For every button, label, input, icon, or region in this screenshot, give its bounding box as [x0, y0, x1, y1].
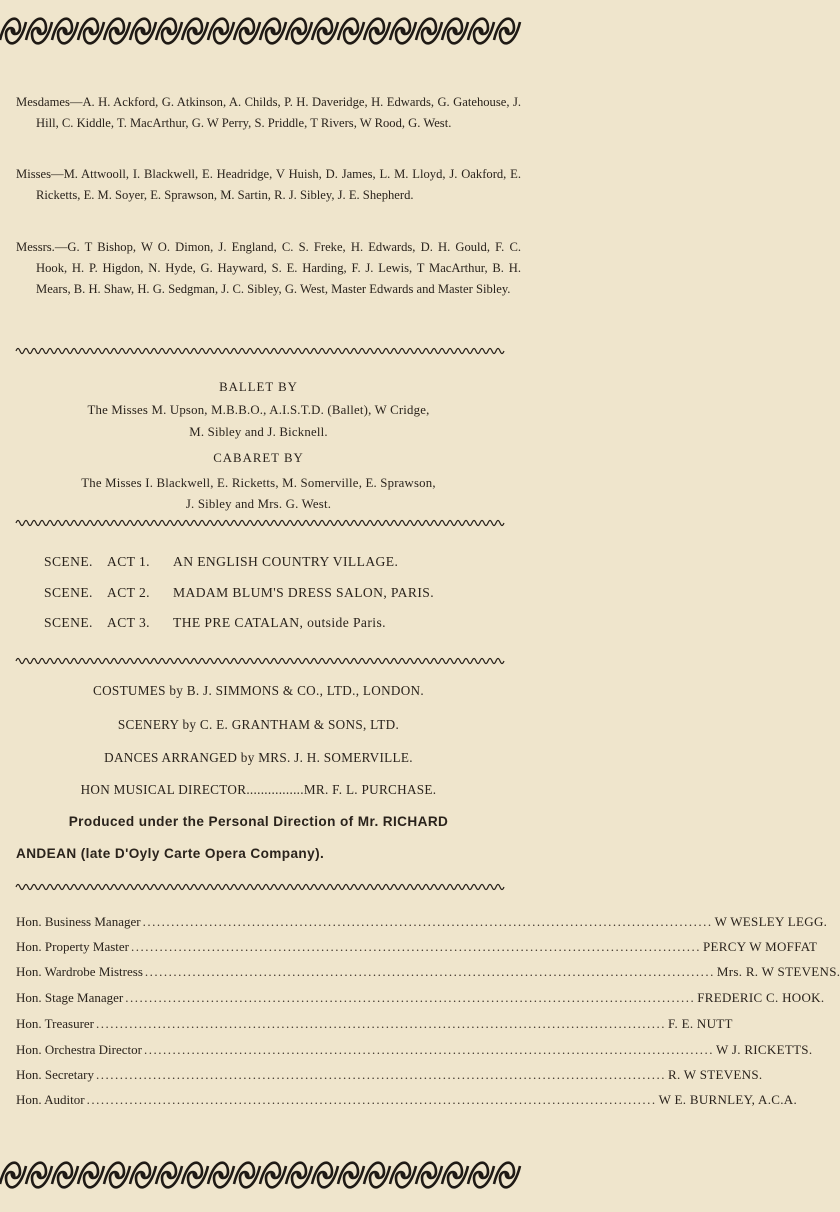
officer-row — [16, 1042, 813, 1062]
wave-rule-divider — [16, 346, 501, 356]
officer-row — [16, 1016, 733, 1036]
scene-row — [44, 554, 504, 570]
ornamental-border-bottom-icon — [0, 1144, 517, 1206]
scene-row — [44, 615, 504, 631]
produced-by-line-1: Produced under the Personal Direction of Mr. RICHARD — [68, 814, 449, 829]
scene-setting: MADAM BLUM'S DRESS SALON, PARIS. — [173, 585, 435, 600]
scene-row — [44, 585, 504, 601]
cabaret-heading: CABARET BY — [213, 451, 304, 465]
credit-musical-director: HON MUSICAL DIRECTOR................MR. F. L. PURCHASE. — [80, 782, 437, 797]
wave-rule-divider — [16, 656, 501, 666]
ballet-heading: BALLET BY — [219, 380, 298, 394]
officer-role: Hon. Property Master — [16, 939, 130, 954]
officer-role: Hon. Orchestra Director — [16, 1042, 142, 1057]
officer-row — [16, 939, 818, 959]
scene-setting: THE PRE CATALAN, outside Paris. — [173, 615, 386, 630]
scene-act: ACT 2. — [107, 585, 150, 600]
scene-act: ACT 1. — [107, 554, 150, 569]
dot-leader: ........................................................................................................................ — [86, 1092, 657, 1107]
scene-act: ACT 3. — [107, 615, 150, 630]
officer-row — [16, 990, 825, 1010]
scene-label: SCENE. — [44, 554, 93, 569]
officer-name: Mrs. R. W STEVENS. — [716, 964, 840, 979]
cabaret-line-2: J. Sibley and Mrs. G. West. — [185, 497, 332, 511]
produced-by-line-2: ANDEAN (late D'Oyly Carte Opera Company). — [16, 846, 325, 861]
cast-messrs: Messrs.—G. T Bishop, W O. Dimon, J. England, C. S. Freke, H. Edwards, D. H. Gould, F. C. Hook, H. P. Higdon, N. Hyde, G. Hayward, S. E. Harding, F. J. Lewis, T MacArthur, B. H. Mears, B. H. Shaw, H. G. Sedgman, J. C. Sibley, G. West, Master Edwards and Master Sibley. — [16, 240, 521, 296]
officer-row — [16, 1067, 763, 1087]
dot-leader: ........................................................................................................................ — [144, 964, 715, 979]
officer-name: PERCY W MOFFAT — [703, 939, 818, 954]
credit-scenery: SCENERY by C. E. GRANTHAM & SONS, LTD. — [117, 717, 400, 732]
officer-role: Hon. Business Manager — [16, 914, 141, 929]
officer-name: F. E. NUTT — [668, 1016, 733, 1031]
credit-dances: DANCES ARRANGED by MRS. J. H. SOMERVILLE. — [104, 750, 413, 765]
scene-label: SCENE. — [44, 585, 93, 600]
officer-role: Hon. Wardrobe Mistress — [16, 964, 143, 979]
officer-row — [16, 914, 828, 934]
cast-mesdames: Mesdames—A. H. Ackford, G. Atkinson, A. Childs, P. H. Daveridge, H. Edwards, G. Gatehouse, J. Hill, C. Kiddle, T. MacArthur, G. W Perry, S. Priddle, T Rivers, W Rood, G. West. — [16, 95, 521, 130]
ornamental-border-top-icon — [0, 0, 517, 62]
dot-leader: ........................................................................................................................ — [143, 1042, 714, 1057]
officer-name: W J. RICKETTS. — [715, 1042, 813, 1057]
dot-leader: ........................................................................................................................ — [96, 1016, 666, 1031]
officer-name: W E. BURNLEY, A.C.A. — [658, 1092, 798, 1107]
scene-setting: AN ENGLISH COUNTRY VILLAGE. — [173, 554, 399, 569]
officer-name: FREDERIC C. HOOK. — [697, 990, 825, 1005]
dot-leader: ........................................................................................................................ — [95, 1067, 666, 1082]
officer-row — [16, 1092, 798, 1112]
officer-role: Hon. Secretary — [16, 1067, 94, 1082]
credit-costumes: COSTUMES by B. J. SIMMONS & CO., LTD., LONDON. — [93, 683, 424, 698]
dot-leader: ........................................................................................................................ — [142, 914, 713, 929]
officer-name: R. W STEVENS. — [667, 1067, 763, 1082]
wave-rule-divider — [16, 882, 501, 892]
officer-row — [16, 964, 840, 984]
dot-leader: ........................................................................................................................ — [131, 939, 702, 954]
dot-leader: ........................................................................................................................ — [125, 990, 696, 1005]
wave-rule-divider — [16, 518, 501, 528]
cabaret-line-1: The Misses I. Blackwell, E. Ricketts, M. Somerville, E. Sprawson, — [81, 476, 436, 490]
cast-misses: Misses—M. Attwooll, I. Blackwell, E. Headridge, V Huish, D. James, L. M. Lloyd, J. Oakford, E. Ricketts, E. M. Soyer, E. Sprawson, M. Sartin, R. J. Sibley, J. E. Shepherd. — [16, 167, 521, 202]
officer-role: Hon. Auditor — [16, 1092, 85, 1107]
officer-role: Hon. Treasurer — [16, 1016, 94, 1031]
ballet-line-1: The Misses M. Upson, M.B.B.O., A.I.S.T.D. (Ballet), W Cridge, — [87, 403, 430, 417]
ballet-line-2: M. Sibley and J. Bicknell. — [189, 425, 328, 439]
officer-name: W WESLEY LEGG. — [714, 914, 828, 929]
scene-label: SCENE. — [44, 615, 93, 630]
officer-role: Hon. Stage Manager — [16, 990, 124, 1005]
